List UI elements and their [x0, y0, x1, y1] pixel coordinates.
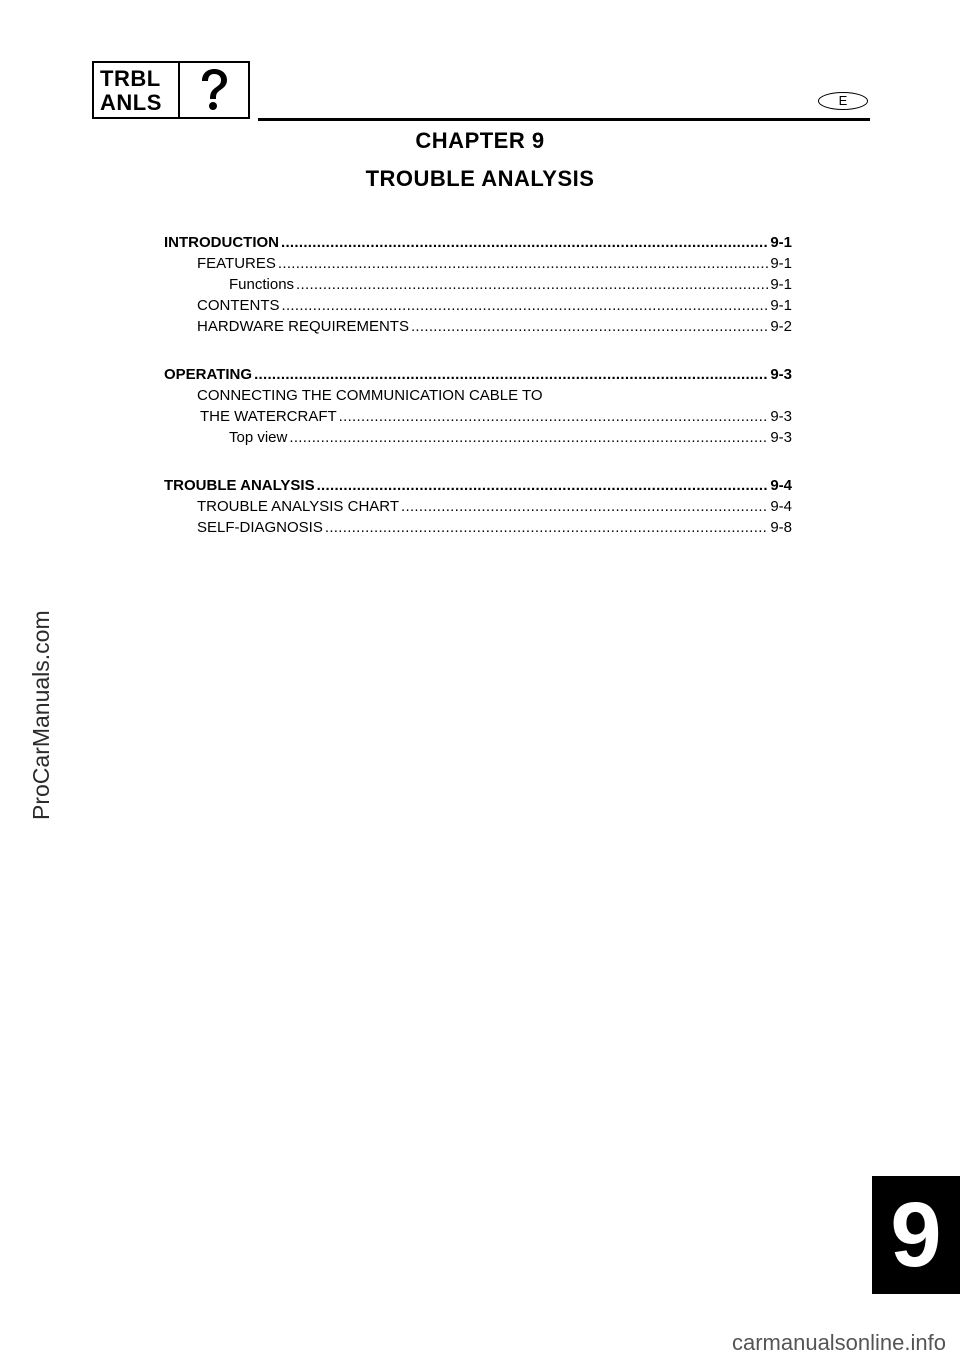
toc-entry-introduction[interactable]: INTRODUCTION ..... 9-1 [164, 232, 792, 253]
abbr-line-1: TRBL [100, 66, 161, 91]
question-mark-icon [180, 63, 248, 117]
toc-entry-contents[interactable]: CONTENTS ..... 9-1 [164, 295, 792, 316]
toc-section-introduction [164, 232, 792, 337]
chapter-header-box [92, 61, 250, 119]
toc-entry-operating[interactable]: OPERATING ..... 9-3 [164, 364, 792, 385]
side-watermark: ProCarManuals.com [28, 610, 54, 820]
toc-entry-features[interactable]: FEATURES ..... 9-1 [164, 253, 792, 274]
toc-entry-connecting-cable[interactable]: CONNECTING THE COMMUNICATION CABLE TO [197, 387, 543, 404]
header-rule [258, 118, 870, 121]
chapter-abbreviation [94, 63, 180, 117]
toc-section-trouble-analysis [164, 475, 792, 538]
toc-entry-trouble-analysis-chart[interactable]: TROUBLE ANALYSIS CHART ..... 9-4 [164, 496, 792, 517]
toc-entry-the-watercraft[interactable]: THE WATERCRAFT ..... 9-3 [164, 406, 792, 427]
chapter-tab: 9 [872, 1176, 960, 1294]
toc-entry-trouble-analysis[interactable]: TROUBLE ANALYSIS ..... 9-4 [164, 475, 792, 496]
footer-watermark: carmanualsonline.info [731, 1330, 946, 1355]
toc-entry-hardware-requirements[interactable]: HARDWARE REQUIREMENTS ..... 9-2 [164, 316, 792, 337]
language-badge: E [818, 92, 868, 110]
toc-entry-top-view[interactable]: Top view ..... 9-3 [164, 427, 792, 448]
toc-entry-self-diagnosis[interactable]: SELF-DIAGNOSIS ..... 9-8 [164, 517, 792, 538]
toc-section-operating [164, 364, 792, 448]
table-of-contents [164, 232, 792, 565]
abbr-line-2: ANLS [100, 90, 162, 115]
chapter-title: CHAPTER 9 [415, 128, 545, 153]
toc-entry-functions[interactable]: Functions ..... 9-1 [164, 274, 792, 295]
chapter-subtitle: TROUBLE ANALYSIS [365, 166, 595, 191]
